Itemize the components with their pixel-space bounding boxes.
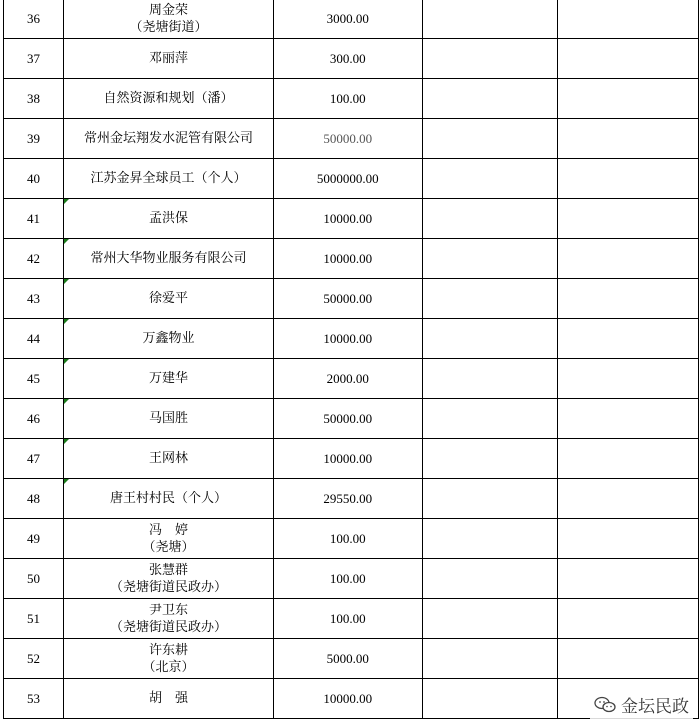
row-number: 46: [4, 399, 64, 439]
donor-name-cell: [63, 439, 273, 479]
donor-name: 尹卫东: [148, 602, 188, 618]
wechat-icon: [594, 696, 616, 714]
empty-cell: [422, 439, 557, 479]
empty-cell: [422, 679, 557, 719]
donor-name: 常州大华物业服务有限公司: [90, 251, 247, 266]
row-number: 53: [4, 679, 64, 719]
row-number: 51: [4, 599, 64, 639]
donor-name-cell: [63, 159, 273, 199]
amount-cell: 50000.00: [273, 119, 422, 159]
row-number: 38: [4, 79, 64, 119]
table-row: [4, 119, 699, 159]
row-number: 40: [4, 159, 64, 199]
donor-name: 张慧群: [148, 562, 188, 578]
table-row: [4, 159, 699, 199]
donor-affiliation: （北京）: [142, 659, 195, 675]
empty-cell: [557, 639, 698, 679]
amount-cell: 10000.00: [273, 199, 422, 239]
donor-name: 常州金坛翔发水泥管有限公司: [83, 131, 253, 146]
table-row: [4, 519, 699, 559]
donor-name-cell: [63, 599, 273, 639]
row-number: 44: [4, 319, 64, 359]
amount-cell: 10000.00: [273, 319, 422, 359]
donor-name: 周金荣: [148, 2, 188, 18]
empty-cell: [422, 319, 557, 359]
amount-cell: 5000.00: [273, 639, 422, 679]
amount-cell: 10000.00: [273, 439, 422, 479]
empty-cell: [557, 399, 698, 439]
empty-cell: [557, 479, 698, 519]
row-number: 41: [4, 199, 64, 239]
empty-cell: [422, 399, 557, 439]
donor-name: 孟洪保: [148, 211, 188, 226]
donor-affiliation: （尧塘街道民政办）: [109, 579, 227, 595]
amount-cell: 10000.00: [273, 679, 422, 719]
amount-cell: 10000.00: [273, 239, 422, 279]
row-number: 37: [4, 39, 64, 79]
empty-cell: [557, 519, 698, 559]
donor-name-cell: [63, 639, 273, 679]
donor-name: 许东耕: [148, 642, 188, 658]
donor-name: 唐王村村民（个人）: [109, 491, 227, 506]
table-row: [4, 0, 699, 39]
empty-cell: [422, 599, 557, 639]
amount-cell: 100.00: [273, 79, 422, 119]
amount-cell: 50000.00: [273, 399, 422, 439]
amount-cell: 29550.00: [273, 479, 422, 519]
row-number: 50: [4, 559, 64, 599]
donor-name-cell: [63, 279, 273, 319]
donor-name: 万建华: [148, 371, 188, 386]
table-row: [4, 239, 699, 279]
table-row: [4, 599, 699, 639]
empty-cell: [557, 0, 698, 39]
donor-name-cell: [63, 199, 273, 239]
row-number: 45: [4, 359, 64, 399]
amount-cell: 2000.00: [273, 359, 422, 399]
empty-cell: [557, 239, 698, 279]
donor-name-cell: [63, 559, 273, 599]
empty-cell: [422, 79, 557, 119]
comment-marker-icon: [64, 239, 69, 244]
comment-marker-icon: [64, 279, 69, 284]
table-row: [4, 359, 699, 399]
empty-cell: [422, 559, 557, 599]
watermark: [590, 690, 693, 719]
table-row: [4, 479, 699, 519]
empty-cell: [557, 319, 698, 359]
row-number: 43: [4, 279, 64, 319]
table-row: [4, 199, 699, 239]
empty-cell: [422, 119, 557, 159]
row-number: 42: [4, 239, 64, 279]
row-number: 47: [4, 439, 64, 479]
table-row: [4, 399, 699, 439]
amount-cell: 50000.00: [273, 279, 422, 319]
amount-cell: 100.00: [273, 559, 422, 599]
comment-marker-icon: [64, 319, 69, 324]
table-row: [4, 319, 699, 359]
empty-cell: [422, 199, 557, 239]
donor-name-cell: [63, 0, 273, 39]
empty-cell: [557, 79, 698, 119]
amount-cell: 3000.00: [273, 0, 422, 39]
amount-cell: 100.00: [273, 599, 422, 639]
empty-cell: [422, 159, 557, 199]
comment-marker-icon: [64, 479, 69, 484]
donor-affiliation: （尧塘街道民政办）: [109, 619, 227, 635]
donor-name: 自然资源和规划（潘）: [103, 91, 234, 106]
empty-cell: [422, 479, 557, 519]
empty-cell: [422, 239, 557, 279]
table-row: [4, 439, 699, 479]
table-row: [4, 39, 699, 79]
comment-marker-icon: [64, 399, 69, 404]
empty-cell: [422, 39, 557, 79]
table-row: [4, 559, 699, 599]
empty-cell: [557, 439, 698, 479]
donor-name-cell: [63, 79, 273, 119]
donor-name-cell: [63, 359, 273, 399]
empty-cell: [557, 559, 698, 599]
donor-name-cell: [63, 399, 273, 439]
table-body: [4, 0, 699, 719]
row-number: 39: [4, 119, 64, 159]
empty-cell: [557, 359, 698, 399]
table-row: [4, 279, 699, 319]
comment-marker-icon: [64, 199, 69, 204]
empty-cell: [422, 639, 557, 679]
comment-marker-icon: [64, 439, 69, 444]
row-number: 48: [4, 479, 64, 519]
amount-cell: 300.00: [273, 39, 422, 79]
row-number: 52: [4, 639, 64, 679]
empty-cell: [557, 159, 698, 199]
donor-name: 胡 强: [148, 691, 188, 706]
donor-name: 王网林: [148, 451, 188, 466]
table-row: [4, 639, 699, 679]
row-number: 36: [4, 0, 64, 39]
comment-marker-icon: [64, 359, 69, 364]
donor-name-cell: [63, 319, 273, 359]
donor-name-cell: [63, 679, 273, 719]
donor-name: 邓丽萍: [148, 51, 188, 66]
donor-name-cell: [63, 239, 273, 279]
empty-cell: [557, 599, 698, 639]
donor-affiliation: （尧塘）: [142, 539, 195, 555]
empty-cell: [422, 359, 557, 399]
donor-affiliation: （尧塘街道）: [129, 19, 208, 35]
donor-name-cell: [63, 519, 273, 559]
empty-cell: [422, 279, 557, 319]
donor-name: 徐爱平: [148, 291, 188, 306]
donor-name: 江苏金昇全球员工（个人）: [90, 171, 247, 186]
row-number: 49: [4, 519, 64, 559]
empty-cell: [557, 199, 698, 239]
donor-name-cell: [63, 119, 273, 159]
amount-cell: 100.00: [273, 519, 422, 559]
empty-cell: [557, 39, 698, 79]
watermark-text: 金坛民政: [621, 697, 689, 717]
empty-cell: [557, 279, 698, 319]
table-row: [4, 79, 699, 119]
donor-name: 马国胜: [148, 411, 188, 426]
empty-cell: [422, 0, 557, 39]
donation-table: [3, 0, 699, 719]
amount-cell: 5000000.00: [273, 159, 422, 199]
empty-cell: [422, 519, 557, 559]
donor-name-cell: [63, 479, 273, 519]
empty-cell: [557, 119, 698, 159]
donor-name: 万鑫物业: [142, 331, 195, 346]
donor-name: 冯 婷: [148, 522, 188, 538]
donor-name-cell: [63, 39, 273, 79]
